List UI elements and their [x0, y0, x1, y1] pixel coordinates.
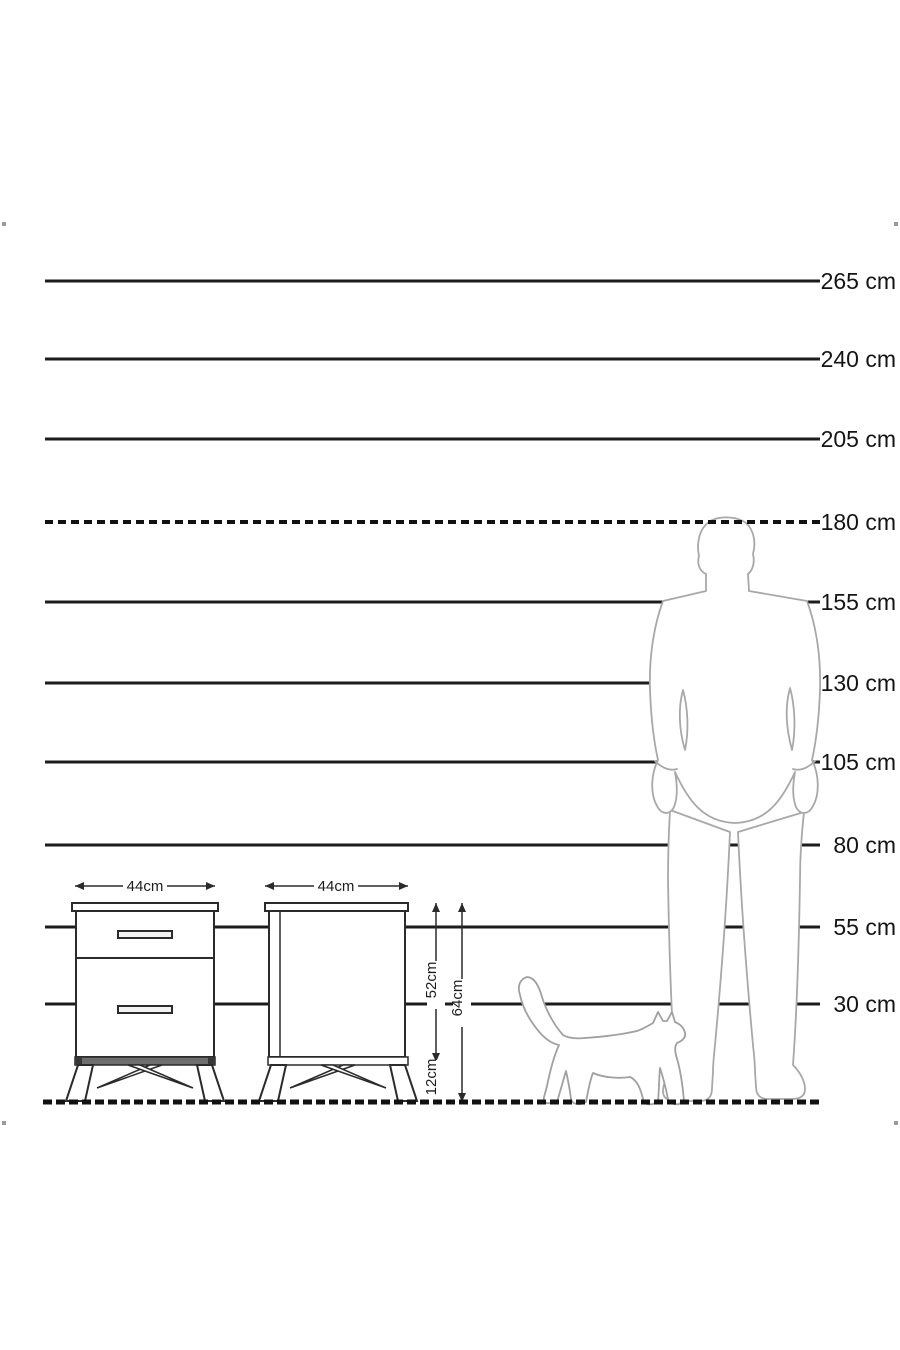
front-leg-brace-left — [97, 1065, 162, 1088]
scale-labels — [821, 268, 896, 1017]
scale-label-180: 180 cm — [820, 509, 896, 535]
body-height-label: 52cm — [423, 961, 440, 999]
front-width-label: 44cm — [126, 878, 164, 895]
side-leg-left — [259, 1065, 286, 1101]
side-leg-right — [390, 1065, 417, 1101]
side-leg-brace-right — [321, 1065, 386, 1088]
man-legs — [663, 810, 805, 1101]
scale-label-105: 105 cm — [820, 749, 896, 775]
total-height-label: 64cm — [449, 979, 466, 1017]
man-torso-head — [650, 517, 820, 823]
front-bottom-rail — [75, 1057, 215, 1065]
front-drawer-handle-top — [118, 931, 172, 938]
front-leg-left — [66, 1065, 93, 1101]
front-drawer-handle-bottom — [118, 1006, 172, 1013]
side-width-label: 44cm — [317, 878, 355, 895]
front-leg-brace-right — [128, 1065, 193, 1088]
side-bottom-rail — [268, 1057, 408, 1065]
side-leg-brace-left — [290, 1065, 355, 1088]
front-rail-cap-left — [75, 1057, 82, 1065]
side-top-panel — [265, 903, 408, 911]
side-body — [269, 911, 405, 1057]
scale-label-240: 240 cm — [820, 346, 896, 372]
scale-label-55: 55 cm — [833, 914, 896, 940]
scale-label-265: 265 cm — [820, 268, 896, 294]
front-leg-right — [197, 1065, 224, 1101]
scale-label-155: 155 cm — [820, 589, 896, 615]
front-rail-cap-right — [208, 1057, 215, 1065]
leg-height-label: 12cm — [423, 1058, 440, 1096]
scale-label-80: 80 cm — [833, 832, 896, 858]
scale-label-30: 30 cm — [833, 991, 896, 1017]
front-top-panel — [72, 903, 218, 911]
nightstand-front-view — [66, 903, 224, 1101]
cat-silhouette — [519, 977, 685, 1104]
man-silhouette — [650, 517, 820, 1101]
nightstand-side-view — [259, 903, 417, 1101]
cat-body — [519, 977, 685, 1104]
scale-label-130: 130 cm — [820, 670, 896, 696]
scale-label-205: 205 cm — [820, 426, 896, 452]
